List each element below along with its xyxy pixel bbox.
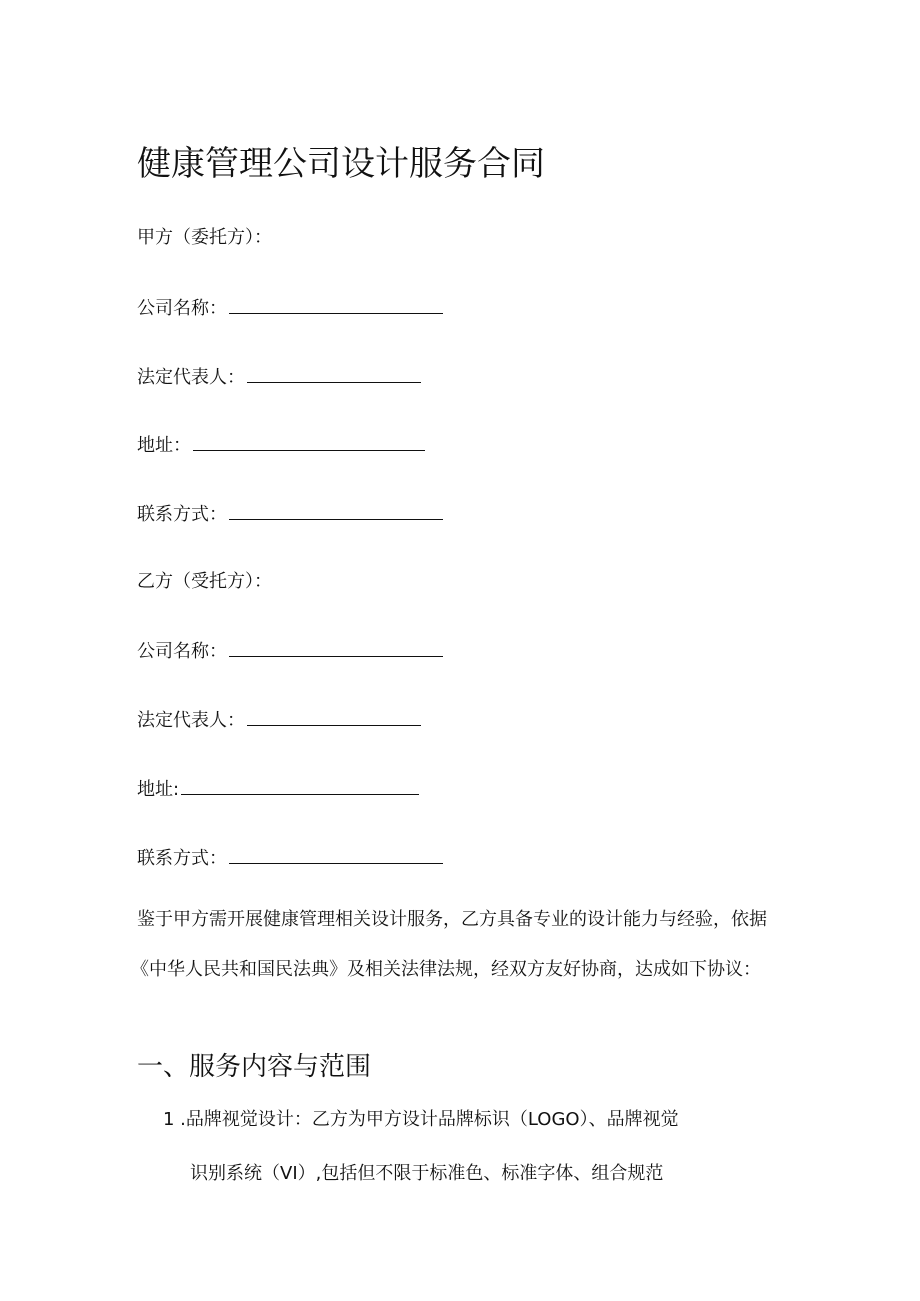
party-b-company-row (137, 638, 443, 664)
party-a-heading: 甲方（委托方）： (137, 227, 272, 248)
party-a-address-label: 地址： (137, 435, 191, 456)
party-a-address-blank[interactable] (193, 432, 425, 451)
preamble-line-1: 鉴于甲方需开展健康管理相关设计服务，乙方具备专业的设计能力与经验，依据 (137, 909, 767, 930)
party-b-contact-blank[interactable] (229, 845, 443, 864)
party-b-company-blank[interactable] (229, 638, 443, 657)
party-b-address-row (137, 776, 419, 802)
section-1-heading: 一、服务内容与范围 (137, 1052, 372, 1082)
party-a-rep-row (137, 364, 421, 390)
party-b-contact-row (137, 845, 443, 871)
party-a-contact-label: 联系方式： (137, 504, 227, 525)
party-b-heading: 乙方（受托方）： (137, 571, 272, 592)
party-a-address-row (137, 432, 425, 458)
preamble-line-2: 《中华人民共和国民法典》及相关法律法规，经双方友好协商，达成如下协议： (131, 959, 761, 980)
party-a-company-label: 公司名称： (137, 298, 227, 319)
document-title: 健康管理公司设计服务合同 (137, 144, 545, 184)
party-b-rep-blank[interactable] (247, 707, 421, 726)
party-b-company-label: 公司名称： (137, 641, 227, 662)
party-b-address-blank[interactable] (181, 776, 419, 795)
section-1-item-1-line-2: 识别系统（VI）,包括但不限于标准色、标准字体、组合规范 (190, 1163, 664, 1184)
party-b-contact-label: 联系方式： (137, 848, 227, 869)
party-b-rep-label: 法定代表人： (137, 710, 245, 731)
party-b-address-label: 地址: (137, 779, 180, 800)
party-b-rep-row (137, 707, 421, 733)
party-a-rep-blank[interactable] (247, 364, 421, 383)
party-a-contact-blank[interactable] (229, 501, 443, 520)
section-1-item-1-line-1: 1 .品牌视觉设计：乙方为甲方设计品牌标识（LOGO）、品牌视觉 (163, 1109, 679, 1130)
party-a-company-blank[interactable] (229, 295, 443, 314)
party-a-contact-row (137, 501, 443, 527)
party-a-company-row (137, 295, 443, 321)
party-a-rep-label: 法定代表人： (137, 367, 245, 388)
